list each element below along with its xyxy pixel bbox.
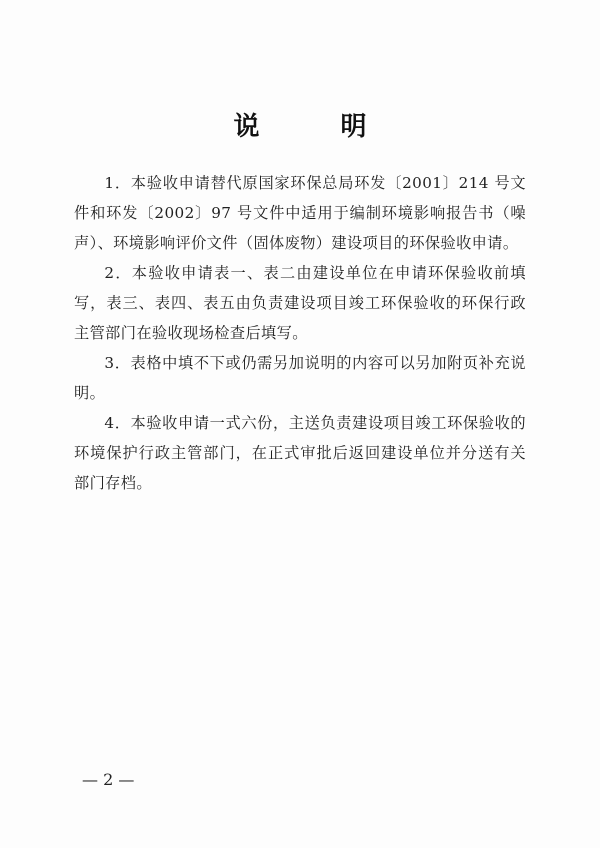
instruction-paragraph-1: 1．本验收申请替代原国家环保总局环发〔2001〕214 号文件和环发〔2002〕97 号文件中适用于编制环境影响报告书（噪声）、环境影响评价文件（固体废物）建设项目的环保验收申请。	[74, 174, 526, 252]
instruction-paragraph-3: 3．表格中填不下或仍需另加说明的内容可以另加附页补充说明。	[74, 354, 526, 402]
instructions-body	[74, 168, 526, 498]
page-number: — 2 —	[82, 770, 135, 789]
instruction-paragraph-4: 4．本验收申请一式六份，主送负责建设项目竣工环保验收的环境保护行政主管部门，在正式审批后返回建设单位并分送有关部门存档。	[74, 414, 526, 492]
page-title: 说 明	[233, 112, 403, 142]
instruction-paragraph-2: 2．本验收申请表一、表二由建设单位在申请环保验收前填写，表三、表四、表五由负责建设项目竣工环保验收的环保行政主管部门在验收现场检查后填写。	[74, 264, 526, 342]
